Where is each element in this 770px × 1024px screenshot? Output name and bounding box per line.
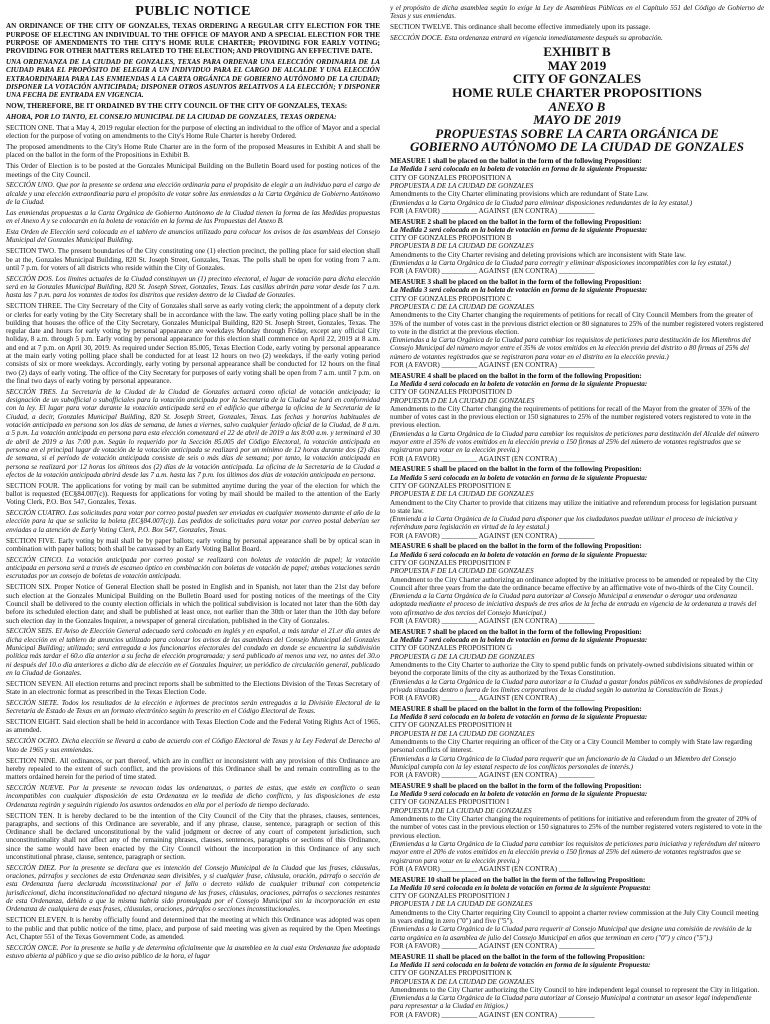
right-column <box>390 4 764 1022</box>
measure-title: MEASURE 4 shall be placed on the ballot in the form of the following Proposition: <box>390 371 642 380</box>
proposition-text: Amendment to the City Charter to provide that citizens may utilize the initiative and referendum process for legislation pursuant to state law. <box>390 498 757 515</box>
ordinance-paragraph: SECTION EIGHT. Said election shall be held in accordance with Texas Election Code and the Federal Voting Rights Act of 1965, as amended. <box>6 718 380 735</box>
proposition-label: CITY OF GONZALES PROPOSITION G <box>390 644 512 653</box>
proposition-text: Amendments to the City Charter requiring an officer of the City or a City Council Member to comply with State law regarding personal conflicts of interest. <box>390 738 753 755</box>
proposition-text-es: (Enmiendas a la Carta Orgánica de la Ciudad para corregir y eliminar disposiciones incompatibles con la ley estatal.) <box>390 259 731 268</box>
proposition-label-es: PROPUESTA B DE LA CIUDAD DE GONZALES <box>390 242 534 251</box>
proposition-text: Amendments to the City Charter eliminating provisions which are redundant of State Law. <box>390 190 649 199</box>
measure-title-es: La Medida 8 será colocada en la boleta de votación en forma de la siguiente Propuesta: <box>390 713 648 722</box>
measure-block <box>390 278 764 369</box>
measure-block <box>390 782 764 873</box>
proposition-text-es: (Enmiendas a la Carta Orgánica de la Ciudad para requerir que un funcionario de la Ciudad o un Miembro del Consejo Municipal cumpla con la ley estatal respecto de los conflictos personales de interés.) <box>390 754 736 771</box>
ordinance-paragraph: SECTION FIVE. Early voting by mail shall be by paper ballots; early voting by personal appearance shall be by optical scan in combination with paper ballots; both shall be canvassed by an Early Voting Ballot Board. <box>6 536 380 553</box>
ordinance-paragraph: SECCIÓN NUEVE. Por la presente se revocan todas las ordenanzas, o partes de estas, que estén en conflicto o sean incompatibles con cualquier disposición de esta Ordenanza en la medida de dicho conflicto, y las disposiciones de esta Ordenanza regirán y seguirán rigiendo los asuntos ordenados en ella por el período de tiempo declarado. <box>6 784 380 809</box>
proposition-label: CITY OF GONZALES PROPOSITION K <box>390 969 512 978</box>
measure-title-es: La Medida 7 será colocada en la boleta de votación en forma de la siguiente Propuesta: <box>390 636 648 645</box>
proposition-text: Amendments to the City Charter revising and deleting provisions which are inconsistent with State law. <box>390 250 687 259</box>
ordinance-paragraph: SECCIÓN SIETE. Todos los resultados de la elección e informes de precintos serán entregados a la División Electoral de la Secretaría de Estado de Texas en un formato electrónico según lo prescrito en el Código Electoral de Texas. <box>6 698 380 716</box>
proposition-text: Amendments to the City Charter requiring City Council to appoint a charter review commission at the July City Council meeting in years ending in zero ("0") and five ("5"). <box>390 908 759 926</box>
proposition-label-es: PROPUESTA H DE LA CIUDAD DE GONZALES <box>390 729 535 738</box>
exhibit-b-heading <box>390 45 764 154</box>
heading-line-es: PROPUESTAS SOBRE LA CARTA ORGÁNICA DE <box>435 125 719 141</box>
for-against-vote-line: FOR (A FAVOR) __________ AGAINST (EN CONTRA) __________ <box>390 454 595 463</box>
measure-title-es: La Medida 4 será colocada en la boleta de votación en forma de la siguiente Propuesta: <box>390 379 648 388</box>
ordinance-text-continued <box>390 4 764 42</box>
measure-title: MEASURE 5 shall be placed on the ballot in the form of the following Proposition: <box>390 465 642 474</box>
ordinance-text <box>6 22 380 960</box>
measure-title-es: La Medida 10 será colocada en la boleta de votación en forma de la siguiente Propuesta: <box>390 883 651 892</box>
ordinance-paragraph: SECTION ONE. That a May 4, 2019 regular election for the purpose of electing an individual to the office of Mayor and a special election for the purpose of voting on amendments to the City's Home Rule Charter is hereby Ordered. <box>6 123 380 141</box>
proposition-label-es: PROPUESTA G DE LA CIUDAD DE GONZALES <box>390 652 535 661</box>
measure-block <box>390 628 764 703</box>
heading-line-es: GOBIERNO AUTÓNOMO DE LA CIUDAD DE GONZALES <box>410 139 744 155</box>
measure-block <box>390 953 764 1019</box>
for-against-vote-line: FOR (A FAVOR) __________ AGAINST (EN CONTRA) __________ <box>390 1010 595 1019</box>
proposition-text: Amendments to the City Charter to authorize the City to spend public funds on privately-owned subdivisions situated within or beyond the corporate limits of the city as authorized by the Texas Constitution. <box>390 660 754 678</box>
proposition-label: CITY OF GONZALES PROPOSITION D <box>390 388 512 397</box>
measure-title-es: La Medida 6 será colocada en la boleta de votación en forma de la siguiente Propuesta: <box>390 550 648 559</box>
ordinance-paragraph: SECCIÓN DOS. Los límites actuales de la Ciudad constituyen un (1) precinto electoral, el lugar de votación para dicha elección será en la Gonzales Municipal Building, 820 St. Joseph Street, Gonzales, Texas. Las casillas abrirán para votar desde las 7 a.m. hasta las 7 p.m. para los votantes de todos los distritos que residen dentro de la Ciudad de Gonzales. <box>6 274 380 300</box>
proposition-label-es: PROPUESTA K DE LA CIUDAD DE GONZALES <box>390 977 535 986</box>
measure-title-es: La Medida 11 será colocada en la boleta de votación en forma de la siguiente Propuesta: <box>390 960 651 969</box>
measure-block <box>390 876 764 951</box>
measure-title: MEASURE 8 shall be placed on the ballot in the form of the following Proposition: <box>390 704 642 713</box>
measure-block <box>390 157 764 215</box>
measure-title: MEASURE 2 shall be placed on the ballot in the form of the following Proposition: <box>390 217 642 226</box>
ordinance-paragraph: SECCIÓN OCHO. Dicha elección se llevará a cabo de acuerdo con el Código Electoral de Texas y la Ley Federal de Derecho al Voto de 1965 y sus enmiendas. <box>6 737 380 754</box>
proposition-label: CITY OF GONZALES PROPOSITION C <box>390 294 512 303</box>
ordinance-paragraph: This Order of Election is to be posted at the Gonzales Municipal Building on the Bulletin Board used for posting notices of the meetings of the City Council. <box>6 162 380 179</box>
ordinance-paragraph: SECTION SEVEN. All election returns and precinct reports shall be submitted to the Elections Division of the Texas Secretary of State in an electronic format as prescribed in the Texas Election Code. <box>6 679 380 697</box>
for-against-vote-line: FOR (A FAVOR) __________ AGAINST (EN CONTRA) __________ <box>390 531 595 540</box>
proposition-label: CITY OF GONZALES PROPOSITION J <box>390 892 510 901</box>
proposition-text: Amendments to the City Charter changing the requirements of petitions for initiative and referendum from the greater of 20% of the number of votes cast in the previous election or 150 signatures to 25% of the number registered voters registered to vote in the previous election. <box>390 815 762 840</box>
ordinance-paragraph: SECTION NINE. All ordinances, or part thereof, which are in conflict or inconsistent with any provision of this Ordinance are hereby repealed to the extent of such conflict, and the provisions of this Ordinance shall be and remain controlling as to the matters ordained herein for the period of time stated. <box>6 756 380 782</box>
ordinance-paragraph: y el propósito de dicha asamblea según lo exige la Ley de Asambleas Públicas en el Capítulo 551 del Código de Gobierno de Texas y sus enmiendas. <box>390 4 764 21</box>
proposition-text-es: (Enmiendas a la Carta Orgánica de la Ciudad para cambiar los requisitos de peticiones para iniciativa y referéndum del número mayor entre el 20% de votos emitidos en la elección previa o 150 firmas al 25% del número de votantes registrados que se registraron para votar en la elección previa.) <box>390 839 761 865</box>
measure-title-es: La Medida 9 será colocada en la boleta de votación en forma de la siguiente Propuesta: <box>390 790 648 799</box>
proposition-label: CITY OF GONZALES PROPOSITION H <box>390 721 512 730</box>
proposition-label: CITY OF GONZALES PROPOSITION A <box>390 173 512 182</box>
notice-title: PUBLIC NOTICE <box>135 4 251 19</box>
ordinance-paragraph: SECCIÓN CUATRO. Las solicitudes para votar por correo postal pueden ser enviadas en cualquier momento durante el año de la elección para la que se solicita la boleta (EC§84.007(c)). Las pedidos de solicitudes para votar por correo postal deberían ser enviadas a la atención de Early Voting Clerk, P.O. Box 547, Gonzales, Texas. <box>6 509 380 534</box>
measure-block <box>390 542 764 625</box>
proposition-text-es: (Enmienda a la Carta Orgánica de la Ciudad para autorizar al Consejo Municipal a enmendar o derogar una ordenanza adoptada mediante el proceso de iniciativa después de tres años de la fecha de entrada en vigencia de la ordenanza a través del voto afirmativo de dos tercios del Consejo Municipal.) <box>390 592 757 617</box>
proposition-text: Amendments to the City Charter changing the requirements of petitions for recall of City Council Members from the greater of 35% of the number of votes cast in the previous district election or 80 signatures to 25% of the number registered voters registered to vote in the district at the previous election. <box>390 311 764 336</box>
heading-line-es: ANEXO B <box>548 98 606 114</box>
ordinance-paragraph: AHORA, POR LO TANTO, EL CONSEJO MUNICIPAL DE LA CIUDAD DE GONZALES, TEXAS ORDENA: <box>6 112 337 121</box>
for-against-vote-line: FOR (A FAVOR) __________ AGAINST (EN CONTRA) __________ <box>390 361 595 369</box>
proposition-text: Amendment to the City Charter authorizing an ordinance adopted by the initiative process to be amended or repealed by the City Council after three years from the date the ordinance became effective by an affirmative vote of two-thirds of the City Council. <box>390 575 759 592</box>
for-against-vote-line: FOR (A FAVOR) __________ AGAINST (EN CONTRA) __________ <box>390 617 595 626</box>
measure-title-es: La Medida 1 será colocada en la boleta de votación en forma de la siguiente Propuesta: <box>390 165 648 174</box>
proposition-label-es: PROPUESTA J DE LA CIUDAD DE GONZALES <box>390 900 533 909</box>
proposition-label-es: PROPUESTA C DE LA CIUDAD DE GONZALES <box>390 302 535 311</box>
ordinance-paragraph: SECTION THREE. The City Secretary of the City of Gonzales shall serve as early voting clerk; the appointment of a deputy clerk or clerks for early voting by the City Secretary shall be in accordance with the law. The early voting polling place shall be in the building that houses the office of the City Secretary, Gonzales Municipal Building, 820 St. Joseph Street, Gonzales, Texas. The regular date and hours for early voting by personal appearance are weekdays Monday through Friday, except any official City holiday, 8 a.m. through 5 p.m. Early voting by personal appearance for this election shall commence on April 22, 2019 at 8 a.m. and end at 7 p.m. on April 30, 2019. As required under Section 85.005, Texas Election Code, early voting by personal appearance at the main early voting polling place shall be conducted for at least 12 hours on two (2) weekdays, if the early voting period consists of six or more weekdays. Accordingly, early voting by personal appearance shall be conducted for 12 hours on the final two (2) days of early voting. The office of the City Secretary for purposes of early voting shall be open from 7 a.m. until 7 p.m. on the final two days of early voting by personal appearance. <box>6 302 380 385</box>
ordinance-paragraph: SECCIÓN DOCE. Esta ordenanza entrará en vigencia inmediatamente después su aprobación. <box>390 34 663 43</box>
ordinance-paragraph: UNA ORDENANZA DE LA CIUDAD DE GONZALES, TEXAS PARA ORDENAR UNA ELECCIÓN ORDINARIA DE LA CIUDAD PARA EL PROPÓSITO DE ELEGIR A UN INDIVIDUO PARA EL CARGO DE ALCALDE Y UNA ELECCIÓN EXTRAORDINARIA PARA LAS ENMIENDAS A LA CARTA ORGÁNICA DE GOBIERNO AUTÓNOMO DE LA CIUDAD; DISPONER LA VOTACIÓN ANTICIPADA; DISPONER OTROS ASUNTOS RELATIVOS A LA ELECCIÓN; Y DISPONER UNA FECHA DE ENTRADA EN VIGENCIA. <box>6 58 380 100</box>
ordinance-paragraph: SECCIÓN CINCO. La votación anticipada por correo postal se realizará con boletas de votación de papel; la votación anticipada en persona será a través de escaneo óptico en combinación con boletas de votación de papel; ambas votaciones serán escrutadas por un consejo de boletas de votación anticipada. <box>6 555 380 581</box>
proposition-text-es: (Enmienda a la Carta Orgánica de la Ciudad para disponer que los ciudadanos puedan utilizar el proceso de iniciativa y referéndum para legislación en virtud de la ley estatal.) <box>390 515 738 532</box>
ordinance-paragraph: SECCIÓN SEIS. El Aviso de Elección General adecuado será colocado en inglés y en español, a más tardar el 21.er día antes de dicha elección en el tablero de anuncios utilizado para colocar los avisos de las asambleas del Consejo Municipal del Gonzales Municipal Building; utilizado; será entregada a los funcionarios electorales del condado en donde se encuentra la subdivisión política más tardar el 60.o día anterior a su fecha de elección programada; y será publicado al menos una vez, no antes del 30.o ni después del 10.o día anteriores a dicho día de elección en el Gonzales Inquirer, un periódico de circulación general, publicado en la Ciudad de Gonzales. <box>6 627 380 677</box>
for-against-vote-line: FOR (A FAVOR) __________ AGAINST (EN CONTRA) __________ <box>390 267 595 276</box>
ordinance-paragraph: SECTION TWELVE. This ordinance shall become effective immediately upon its passage. <box>390 23 651 32</box>
proposition-text-es: (Enmiendas a la Carta Orgánica de la Ciudad para autorizar al Consejo Municipal a contratar un asesor legal independiente para representar a la Ciudad en litigios.) <box>390 994 752 1011</box>
measure-block <box>390 218 764 276</box>
ordinance-paragraph: SECCIÓN ONCE. Por la presente se halla y de determina oficialmente que la asamblea en la cual esta Ordenanza fue adoptada estuvo abierta al público y que se dio aviso público de la hora, el lugar <box>6 943 380 961</box>
measure-title-es: La Medida 2 será colocada en la boleta de votación en forma de la siguiente Propuesta: <box>390 225 648 234</box>
ordinance-paragraph: NOW, THEREFORE, BE IT ORDAINED BY THE CITY COUNCIL OF THE CITY OF GONZALES, TEXAS: <box>6 102 348 111</box>
ordinance-paragraph: SECTION FOUR. The applications for voting by mail can be submitted anytime during the year of the election for which the ballot is requested (EC§84.007(c)). Requests for applications for voting by mail should be mailed to the attention of the Early Voting Clerk, P.O. Box 547, Gonzales, Texas. <box>6 481 380 507</box>
for-against-vote-line: FOR (A FAVOR) __________ AGAINST (EN CONTRA) __________ <box>390 864 595 873</box>
heading-line-es: MAYO DE 2019 <box>533 112 621 128</box>
ordinance-paragraph: SECTION ELEVEN. It is hereby officially found and determined that the meeting at which this Ordinance was adopted was open to the public and that public notice of the time, place, and purpose of said meeting was given as required by the Open Meetings Act, Chapter 551 of the Texas Government Code, as amended. <box>6 916 380 941</box>
measure-block <box>390 372 764 463</box>
measure-title: MEASURE 9 shall be placed on the ballot in the form of the following Proposition: <box>390 781 642 790</box>
measure-title: MEASURE 1 shall be placed on the ballot in the form of the following Proposition: <box>390 157 642 166</box>
measure-title-es: La Medida 3 será colocada en la boleta de votación en forma de la siguiente Propuesta: <box>390 286 648 295</box>
for-against-vote-line: FOR (A FAVOR) __________ AGAINST (EN CONTRA) __________ <box>390 941 595 950</box>
for-against-vote-line: FOR (A FAVOR) __________ AGAINST (EN CONTRA) __________ <box>390 206 595 215</box>
ordinance-paragraph: SECTION SIX. Proper Notice of General Election shall be posted in English and in Spanish, not later than the 21st day before such election at the Gonzales Municipal Building on the Bulletin Board used for posting notices of the meetings of the City Council shall be delivered to the county election officials in which the political subdivision is located not later than the 60th day before its scheduled election date; and shall be published at least once, not earlier than the 30th or later than the 10th day before such election day in the Gonzales Inquirer, a newspaper of general circulation, published in the City of Gonzales. <box>6 583 380 625</box>
measure-title: MEASURE 3 shall be placed on the ballot in the form of the following Proposition: <box>390 278 642 287</box>
measure-block <box>390 705 764 780</box>
measure-title: MEASURE 7 shall be placed on the ballot in the form of the following Proposition: <box>390 627 642 636</box>
proposition-label-es: PROPUESTA E DE LA CIUDAD DE GONZALES <box>390 490 534 499</box>
heading-line: EXHIBIT B <box>543 43 611 59</box>
proposition-label-es: PROPUESTA A DE LA CIUDAD DE GONZALES <box>390 181 534 190</box>
ordinance-paragraph: SECCIÓN DIEZ. Por la presente se declara que es intención del Consejo Municipal de la Ciudad que las frases, cláusulas, oraciones, párrafos y secciones de esta Ordenanza sean divisibles, y si cualquier frase, cláusula, oración, párrafo o sección de esta Ordenanza fuera declarada inconstitucional por el fallo o decreto válido de cualquier tribunal con competencia jurisdiccional, dicha inconstitucionalidad no afectará ninguna de las frases, cláusulas, oraciones, párrafos o secciones restantes de esta Ordenanza, debido a que la misma habría sido promulgada por el Consejo Municipal sin la incorporación en esta Ordenanza de cualquiera de esas frases, cláusulas, oraciones, párrafos o secciones inconstitucionales. <box>6 863 380 914</box>
ordinance-paragraph: SECTION TWO. The present boundaries of the City constituting one (1) election precinct, the polling place for said election shall be at the, Gonzales Municipal Building, 820 St. Joseph Street, Gonzales, Texas. The polls shall be open for voting from 7 a.m. until 7 p.m. for voters of all districts who reside within the City of Gonzales. <box>6 247 380 272</box>
proposition-label: CITY OF GONZALES PROPOSITION F <box>390 559 511 567</box>
proposition-label: CITY OF GONZALES PROPOSITION I <box>390 798 510 807</box>
proposition-label-es: PROPUESTA F DE LA CIUDAD DE GONZALES <box>390 567 534 576</box>
proposition-text-es: (Enmiendas a la Carta Orgánica de la Ciudad para eliminar disposiciones redundantes de la ley estatal.) <box>390 198 693 207</box>
for-against-vote-line: FOR (A FAVOR) __________ AGAINST (EN CONTRA) __________ <box>390 771 595 780</box>
ordinance-paragraph: SECTION TEN. It is hereby declared to be the intention of the City Council of the City that the phrases, clauses, sentences, paragraphs, and sections of this Ordinance are severable, and if any phrase, clause, sentence, paragraph or section of this Ordinance shall be declared unconstitutional by the valid judgment or decree of any court of competent jurisdiction, such unconstitutionality shall not affect any of the remaining phrases, clauses, sentences, paragraphs or sections of this Ordinance, since the same would have been enacted by the City Council without the incorporation in this Ordinance of any such unconstitutional phrase, clause, sentence, paragraph or section. <box>6 811 380 861</box>
proposition-text-es: (Enmiendas a la Carta Orgánica de la Ciudad para requerir al Consejo Municipal que designe una comisión de revisión de la carta orgánica en la asamblea de julio del Consejo Municipal en años que terminan en cero ("0") y cinco ("5").) <box>390 925 752 942</box>
proposition-text: Amendments to the City Charter changing the requirements of petitions for recall of the Mayor from the greater of 35% of the number of votes cast in the previous election or 150 signatures to 25% of the number registered voters registered to vote in the previous election. <box>390 404 752 430</box>
measure-title: MEASURE 6 shall be placed on the ballot in the form of the following Proposition: <box>390 542 642 551</box>
proposition-label: CITY OF GONZALES PROPOSITION E <box>390 481 512 490</box>
ordinance-paragraph: SECCIÓN UNO. Que por la presente se ordena una elección ordinaria para el propósito de elegir a un individuo para el cargo de alcalde y una elección extraordinaria para el propósito de votar sobre las enmiendas a la Carta Orgánica de Gobierno Autónomo de la Ciudad. <box>6 181 380 207</box>
proposition-text: Amendments to the City Charter authorizing the City Council to hire independent legal counsel to represent the City in litigation. <box>390 985 760 994</box>
measure-block <box>390 465 764 540</box>
measures-list <box>390 157 764 1019</box>
ordinance-paragraph: AN ORDINANCE OF THE CITY OF GONZALES, TEXAS ORDERING A REGULAR CITY ELECTION FOR THE PURPOSE OF ELECTING AN INDIVIDUAL TO THE OFFICE OF MAYOR AND A SPECIAL ELECTION FOR THE PURPOSE OF AMENDMENTS TO THE CITY'S HOME RULE CHARTER; PROVIDING FOR EARLY VOTING; PROVIDING FOR OTHER MATTERS RELATED TO THE ELECTION; AND PROVIDING AN EFFECTIVE DATE. <box>6 22 380 56</box>
measure-title: MEASURE 10 shall be placed on the ballot in the form of the following Proposition: <box>390 875 646 884</box>
proposition-label-es: PROPUESTA I DE LA CIUDAD DE GONZALES <box>390 806 532 815</box>
ordinance-paragraph: SECCIÓN TRES. La Secretaria de la Ciudad de la Ciudad de Gonzales actuará como oficial de votación anticipada; la designación de un subofficial o subofficiales para la votación anticipada por la Secretaria de la Ciudad se hará en conformidad con la ley. El lugar para votar durante la votación anticipada será en el edificio que alberga la oficina de la Secretaria de la Ciudad, a decir, Gonzales Municipal Building, 820 St. Joseph Street, Gonzales, Texas. Las fechas y horarios habituales de votación anticipada en persona son los días de semana, de lunes a viernes, salvo cualquier feriado oficial de la Ciudad, de 8 a.m. a 5 p.m. La votación anticipada en persona para esta elección comenzará el 22 de abril de 2019 a las 8:00 a.m. y terminará el 30 de abril de 2019 a las 7:00 p.m. Según lo requerido por la Sección 85.005 del Código Electoral, la votación anticipada en persona en el principal lugar de votación de la votación anticipada se realizará por un mínimo de 12 horas durante dos (2) días de semana, si el período de votación anticipada consiste de seis o más días de semana; por tanto, la votación anticipada en persona se realizará por 12 horas los últimos dos (2) días de la votación anticipada. La oficina de la Secretaria de la Ciudad a efectos de la votación anticipada abrirá desde las 7 a.m. hasta las 7 p.m. los últimos dos días de votación anticipada en persona. <box>6 387 380 479</box>
ordinance-paragraph: Esta Orden de Elección será colocada en el tablero de anuncios utilizado para colocar los avisos de las asambleas del Consejo Municipal del Gonzales Municipal Building. <box>6 228 380 245</box>
for-against-vote-line: FOR (A FAVOR) __________ AGAINST (EN CONTRA) __________ <box>390 694 595 703</box>
heading-line: HOME RULE CHARTER PROPOSITIONS <box>452 84 702 100</box>
proposition-text-es: (Enmiendas a la Carta Orgánica de la Ciudad para autorizar a la Ciudad a gastar fondos públicos en subdivisiones de propiedad privada situadas dentro o fuera de los límites corporativos de la ciudad según lo autoriza la Constitución de Texas.) <box>390 677 763 694</box>
proposition-text-es: (Enmiendas a la Carta Orgánica de la Ciudad para cambiar los requisitos de peticiones para destitución de los Miembros del Consejo Municipal del número mayor entre el 35% de votos emitidos en la elección previa del distrito o 80 firmas al 25% del número de votantes registrados que se registraron para votar en el distrito en la elección previa.) <box>390 336 751 361</box>
ordinance-paragraph: Las enmiendas propuestas a la Carta Orgánica de Gobierno Autónomo de la Ciudad tienen la forma de las Medidas propuestas en el Anexo A y se colocarán en la boleta de votación en la forma de las Propuestas del Anexo B. <box>6 208 380 226</box>
heading-line: MAY 2019 <box>547 57 607 73</box>
ordinance-paragraph: The proposed amendments to the City's Home Rule Charter are in the form of the proposed Measures in Exhibit A and shall be placed on the ballot in the form of the Propositions in Exhibit B. <box>6 143 380 160</box>
measure-title-es: La Medida 5 será colocada en la boleta de votación en forma de la siguiente Propuesta: <box>390 473 648 482</box>
proposition-label: CITY OF GONZALES PROPOSITION B <box>390 234 512 243</box>
left-column <box>6 4 380 1022</box>
proposition-label-es: PROPUESTA D DE LA CIUDAD DE GONZALES <box>390 396 535 405</box>
heading-line: CITY OF GONZALES <box>512 71 642 87</box>
proposition-text-es: (Enmiendas a la Carta Orgánica de la Ciudad para cambiar los requisitos de peticiones para destitución del Alcalde del número mayor entre el 35% de votos emitidos en la elección previa o 150 firmas al 25% del número de votantes registrados que se registraron para votar en la elección previa.) <box>390 429 759 455</box>
measure-title: MEASURE 11 shall be placed on the ballot in the form of the following Proposition: <box>390 952 645 961</box>
